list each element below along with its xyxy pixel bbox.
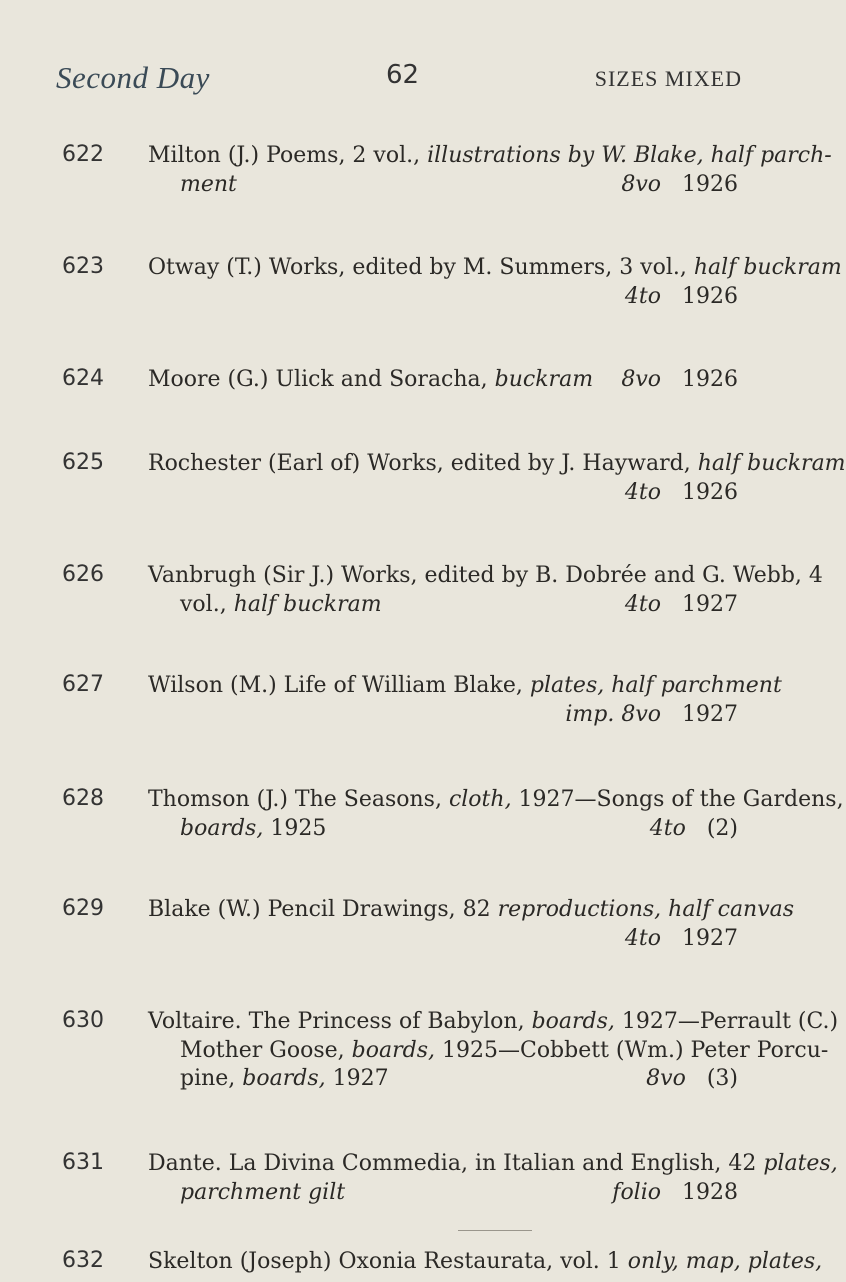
lot-description: Otway (T.) Works, edited by M. Summers, 3 vol., half buckram 4to 1926	[148, 255, 842, 309]
lot-description: Dante. La Divina Commedia, in Italian and English, 42 plates, parchment gilt folio 1928	[148, 1151, 838, 1205]
lot-number: 623	[62, 254, 104, 279]
lot-description: Wilson (M.) Life of William Blake, plates, half parchment imp. 8vo 1927	[148, 673, 782, 727]
lot-number: 626	[62, 562, 104, 587]
page-number: 62	[386, 60, 420, 90]
lot-number: 632	[62, 1248, 104, 1273]
lot-description: Thomson (J.) The Seasons, cloth, 1927—Songs of the Gardens, boards, 1925 4to (2)	[148, 787, 844, 841]
lot-number: 622	[62, 142, 104, 167]
page-header	[56, 60, 742, 100]
section-title: Second Day	[56, 60, 210, 95]
lot-description: Blake (W.) Pencil Drawings, 82 reproductions, half canvas 4to 1927	[148, 897, 795, 951]
lot-number: 631	[62, 1150, 104, 1175]
lot-number: 629	[62, 896, 104, 921]
section-subtitle: SIZES MIXED	[594, 66, 742, 91]
lot-number: 628	[62, 786, 104, 811]
lot-description: Vanbrugh (Sir J.) Works, edited by B. Dobrée and G. Webb, 4 vol., half buckram 4to 1927	[148, 563, 823, 617]
lot-description: Moore (G.) Ulick and Soracha, buckram 8vo 1926	[148, 367, 738, 392]
lot-number: 625	[62, 450, 104, 475]
lot-description: Rochester (Earl of) Works, edited by J. Hayward, half buckram 4to 1926	[148, 451, 846, 505]
lot-number: 630	[62, 1008, 104, 1033]
lot-description: Skelton (Joseph) Oxonia Restaurata, vol. 1 only, map, plates,	[148, 1249, 823, 1274]
lot-number: 627	[62, 672, 104, 697]
lot-description: Voltaire. The Princess of Babylon, boards, 1927—Perrault (C.) Mother Goose, boards, 1925—Cobbett (Wm.) Peter Porcu- pine, boards, 1927 8vo (3)	[148, 1009, 839, 1091]
lot-number: 624	[62, 366, 104, 391]
divider-rule	[458, 1230, 532, 1231]
lot-description: Milton (J.) Poems, 2 vol., illustrations by W. Blake, half parch- ment 8vo 1926	[148, 143, 832, 197]
